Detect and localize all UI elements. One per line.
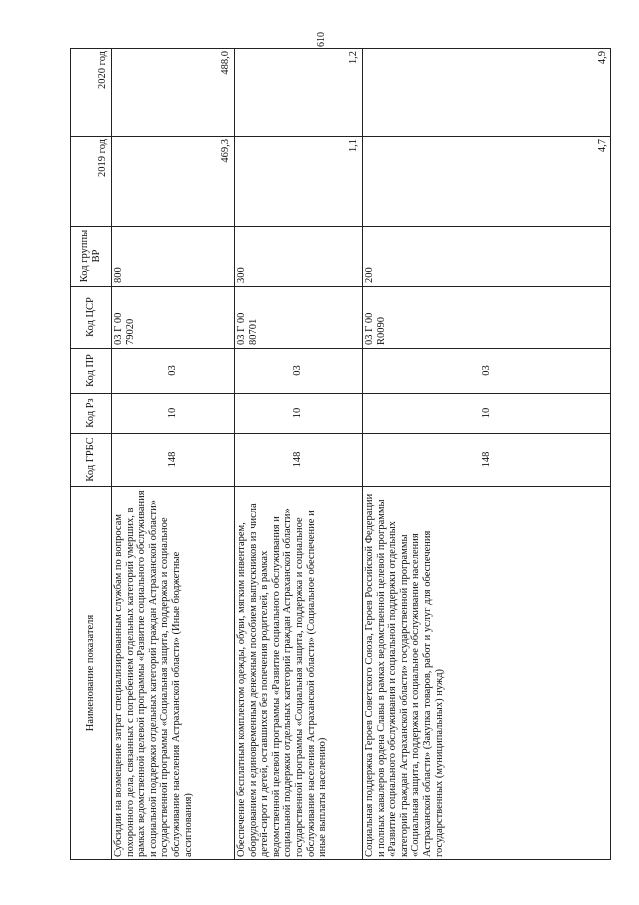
row2-name — [234, 486, 362, 860]
row2-y2020-text: 1,2 — [348, 51, 360, 65]
row3-rz-text: 10 — [480, 407, 492, 419]
header-csr — [70, 286, 111, 348]
row2-vr-text: 300 — [236, 267, 247, 283]
row1-pr-text: 03 — [166, 365, 178, 376]
row1-rz — [111, 393, 234, 433]
row1-y2019-text: 469,3 — [220, 139, 232, 163]
row2-rz-text: 10 — [292, 407, 304, 419]
row3-vr — [362, 226, 611, 286]
row2-grbs-text: 148 — [292, 451, 304, 468]
row2-grbs — [234, 433, 362, 486]
header-y2019 — [70, 136, 111, 226]
row3-rz — [362, 393, 611, 433]
row3-y2020-text: 4,9 — [597, 51, 609, 65]
row2-csr — [234, 286, 362, 348]
row1-csr-text: 03 Г 00 79020 — [113, 312, 136, 345]
header-y2020-text: 2020 год — [97, 51, 109, 89]
row1-rz-text: 10 — [166, 407, 178, 419]
row3-csr-text: 03 Г 00 R0090 — [364, 312, 387, 345]
row2-csr-text: 03 Г 00 80701 — [236, 312, 259, 345]
row1-y2020-text: 488,0 — [220, 51, 232, 75]
row1-y2020 — [111, 48, 234, 136]
header-vr — [70, 226, 111, 286]
row3-y2019 — [362, 136, 611, 226]
row1-grbs-text: 148 — [166, 451, 178, 468]
row1-name — [111, 486, 234, 860]
row3-csr — [362, 286, 611, 348]
rotated-sheet — [70, 48, 611, 860]
header-y2019-text: 2019 год — [97, 139, 109, 177]
header-vr-text: Код группы ВР — [78, 229, 102, 283]
row3-pr — [362, 348, 611, 393]
row2-name-text: Обеспечение бесплатным комплектом одежды, обуви, мягким инвентарем, оборудованием и единовременным денежным пособием выпускников из числа детей-сирот и детей, оставшихся без попечения родителей, в рамках ведомственной целевой программы «Развитие социального обслуживания и социальной поддержки отдельных категорий граждан Астраханской области» государственной программы «Социальная защита, поддержка и социальное обслуживание населения Астраханской области» (Социальное обеспечение и иные выплаты населению) — [236, 503, 329, 857]
row3-name-text: Социальная поддержка Героев Советского Союза, Героев Российской Федерации и полных кавалеров ордена Славы в рамках ведомственной целевой программы «Развитие социального обслуживания и социальной поддержки отдельных категорий граждан Астраханской области» государственной программы «Социальная защита, поддержка и социальное обслуживание населения Астраханской области» (Закупка товаров, работ и услуг для обеспечения государственных (муниципальных) нужд) — [364, 493, 445, 857]
header-csr-text: Код ЦСР — [84, 297, 96, 337]
header-rz-text: Код Рз — [84, 398, 96, 428]
row2-y2019 — [234, 136, 362, 226]
row2-rz — [234, 393, 362, 433]
header-name — [70, 486, 111, 860]
page-number: 610 — [316, 32, 327, 47]
header-y2020 — [70, 48, 111, 136]
row1-y2019 — [111, 136, 234, 226]
header-pr — [70, 348, 111, 393]
header-grbs — [70, 433, 111, 486]
header-grbs-text: Код ГРБС — [84, 437, 96, 482]
row2-y2020 — [234, 48, 362, 136]
row1-grbs — [111, 433, 234, 486]
row2-pr-text: 03 — [292, 365, 304, 376]
row2-vr — [234, 226, 362, 286]
header-name-text: Наименование показателя — [84, 614, 96, 732]
row3-y2019-text: 4,7 — [597, 139, 609, 153]
row3-pr-text: 03 — [480, 365, 492, 376]
row3-y2020 — [362, 48, 611, 136]
row1-csr — [111, 286, 234, 348]
row1-vr — [111, 226, 234, 286]
row3-grbs-text: 148 — [480, 451, 492, 468]
header-pr-text: Код ПР — [84, 354, 96, 387]
row3-name — [362, 486, 611, 860]
row2-y2019-text: 1,1 — [348, 139, 360, 153]
row2-pr — [234, 348, 362, 393]
row3-grbs — [362, 433, 611, 486]
row3-vr-text: 200 — [364, 267, 375, 283]
row1-name-text: Субсидии на возмещение затрат специализированным службам по вопросам похоронного дела, связанных с погребением отдельных категорий умерших, в рамках ведомственной целевой программы «Развитие социального обслуживания и социальной поддержки отдельных категорий граждан Астраханской области» государственной программы «Социальная защита, поддержка и социальное обслуживание населения Астраханской области» (Иные бюджетные ассигнования) — [113, 490, 194, 857]
row1-pr — [111, 348, 234, 393]
header-rz — [70, 393, 111, 433]
row1-vr-text: 800 — [113, 267, 124, 283]
